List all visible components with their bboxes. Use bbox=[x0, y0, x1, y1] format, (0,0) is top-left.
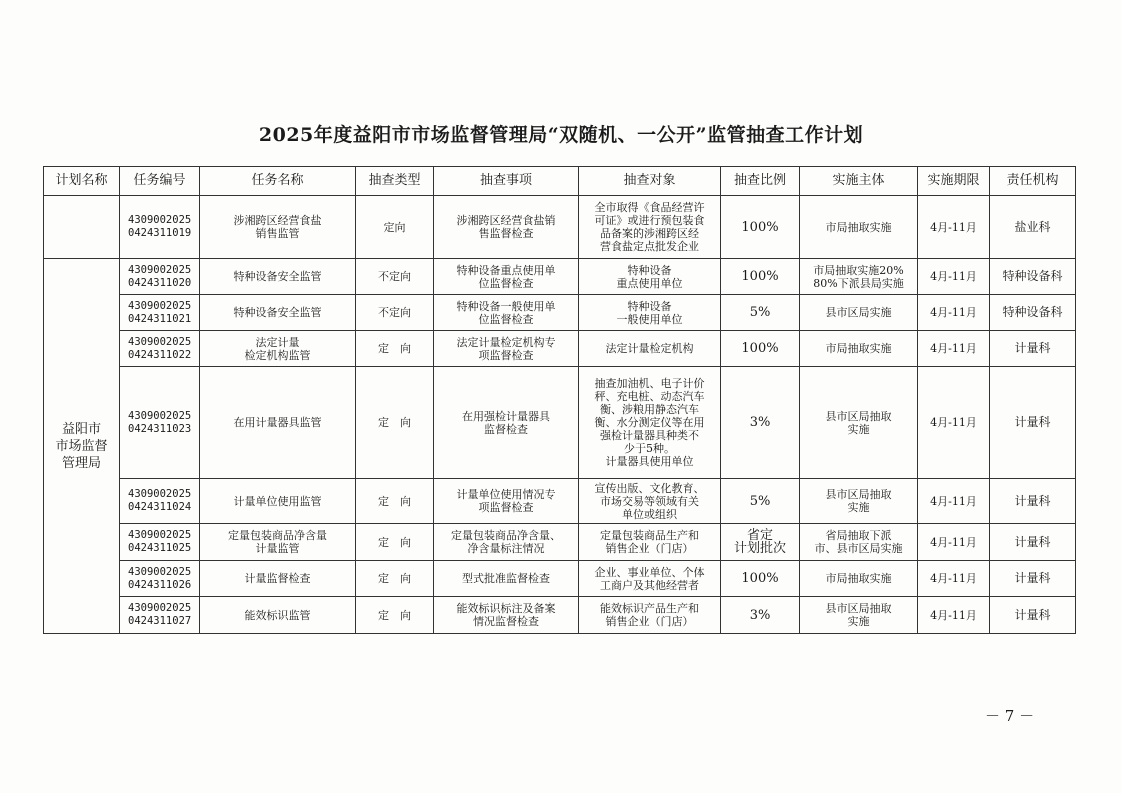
implementer-cell: 县市区局抽取 实施 bbox=[800, 479, 918, 524]
task-name-cell: 能效标识监管 bbox=[200, 597, 356, 634]
check-type-cell: 不定向 bbox=[356, 259, 434, 295]
task-code-cell: 4309002025 0424311025 bbox=[120, 524, 200, 561]
task-name-cell: 特种设备安全监管 bbox=[200, 295, 356, 331]
task-name-cell: 计量监督检查 bbox=[200, 561, 356, 597]
period-cell: 4月-11月 bbox=[918, 524, 990, 561]
header-period: 实施期限 bbox=[918, 167, 990, 196]
task-name-cell: 计量单位使用监管 bbox=[200, 479, 356, 524]
check-type-cell: 定向 bbox=[356, 196, 434, 259]
check-item-cell: 涉湘跨区经营食盐销 售监督检查 bbox=[434, 196, 579, 259]
task-name-cell: 在用计量器具监管 bbox=[200, 367, 356, 479]
implementer-cell: 市局抽取实施 bbox=[800, 196, 918, 259]
check-item-cell: 在用强检计量器具 监督检查 bbox=[434, 367, 579, 479]
document-title: 2025年度益阳市市场监督管理局“双随机、一公开”监管抽查工作计划 bbox=[258, 124, 864, 146]
table-row bbox=[44, 524, 1076, 561]
check-ratio-cell: 100% bbox=[721, 259, 800, 295]
period-cell: 4月-11月 bbox=[918, 259, 990, 295]
check-item-cell: 计量单位使用情况专 项监督检查 bbox=[434, 479, 579, 524]
implementer-cell: 县市区局抽取 实施 bbox=[800, 367, 918, 479]
page-number: － 7 － bbox=[985, 707, 1035, 725]
responsible-dept-cell: 特种设备科 bbox=[990, 259, 1076, 295]
header-check-object: 抽查对象 bbox=[579, 167, 721, 196]
task-name-cell: 特种设备安全监管 bbox=[200, 259, 356, 295]
check-type-cell: 定 向 bbox=[356, 524, 434, 561]
period-cell: 4月-11月 bbox=[918, 597, 990, 634]
check-ratio-cell: 3% bbox=[721, 597, 800, 634]
table-row bbox=[44, 561, 1076, 597]
implementer-cell: 省局抽取下派 市、县市区局实施 bbox=[800, 524, 918, 561]
task-code-cell: 4309002025 0424311026 bbox=[120, 561, 200, 597]
responsible-dept-cell: 计量科 bbox=[990, 561, 1076, 597]
check-ratio-cell: 5% bbox=[721, 295, 800, 331]
check-object-cell: 抽查加油机、电子计价 秤、充电桩、动态汽车 衡、涉粮用静态汽车 衡、水分测定仪等在用 强检计量器具种类不 少于5种。 计量器具使用单位 bbox=[579, 367, 721, 479]
plan-name-cell bbox=[44, 196, 120, 259]
check-type-cell: 定 向 bbox=[356, 561, 434, 597]
header-task-code: 任务编号 bbox=[120, 167, 200, 196]
check-object-cell: 定量包装商品生产和 销售企业（门店） bbox=[579, 524, 721, 561]
check-item-cell: 定量包装商品净含量、 净含量标注情况 bbox=[434, 524, 579, 561]
responsible-dept-cell: 计量科 bbox=[990, 597, 1076, 634]
header-responsible-dept: 责任机构 bbox=[990, 167, 1076, 196]
task-code-cell: 4309002025 0424311024 bbox=[120, 479, 200, 524]
header-implementer: 实施主体 bbox=[800, 167, 918, 196]
header-plan-name: 计划名称 bbox=[44, 167, 120, 196]
table-row bbox=[44, 597, 1076, 634]
task-code-cell: 4309002025 0424311019 bbox=[120, 196, 200, 259]
task-code-cell: 4309002025 0424311023 bbox=[120, 367, 200, 479]
check-ratio-cell: 100% bbox=[721, 331, 800, 367]
check-type-cell: 不定向 bbox=[356, 295, 434, 331]
check-object-cell: 法定计量检定机构 bbox=[579, 331, 721, 367]
table-row bbox=[44, 196, 1076, 259]
check-type-cell: 定 向 bbox=[356, 331, 434, 367]
table-row bbox=[44, 295, 1076, 331]
check-ratio-cell: 3% bbox=[721, 367, 800, 479]
responsible-dept-cell: 盐业科 bbox=[990, 196, 1076, 259]
responsible-dept-cell: 计量科 bbox=[990, 331, 1076, 367]
check-item-cell: 法定计量检定机构专 项监督检查 bbox=[434, 331, 579, 367]
plan-name-cell: 益阳市 市场监督 管理局 bbox=[44, 259, 120, 634]
check-ratio-cell: 100% bbox=[721, 196, 800, 259]
implementer-cell: 市局抽取实施20% 80%下派县局实施 bbox=[800, 259, 918, 295]
task-code-cell: 4309002025 0424311022 bbox=[120, 331, 200, 367]
check-object-cell: 全市取得《食品经营许 可证》或进行预包装食 品备案的涉湘跨区经 营食盐定点批发企业 bbox=[579, 196, 721, 259]
check-ratio-cell: 100% bbox=[721, 561, 800, 597]
header-check-type: 抽查类型 bbox=[356, 167, 434, 196]
responsible-dept-cell: 特种设备科 bbox=[990, 295, 1076, 331]
period-cell: 4月-11月 bbox=[918, 479, 990, 524]
header-check-item: 抽查事项 bbox=[434, 167, 579, 196]
check-object-cell: 特种设备 一般使用单位 bbox=[579, 295, 721, 331]
task-code-cell: 4309002025 0424311020 bbox=[120, 259, 200, 295]
check-object-cell: 特种设备 重点使用单位 bbox=[579, 259, 721, 295]
check-type-cell: 定 向 bbox=[356, 367, 434, 479]
implementer-cell: 市局抽取实施 bbox=[800, 561, 918, 597]
implementer-cell: 县市区局抽取 实施 bbox=[800, 597, 918, 634]
check-object-cell: 宣传出版、文化教育、 市场交易等领域有关 单位或组织 bbox=[579, 479, 721, 524]
header-task-name: 任务名称 bbox=[200, 167, 356, 196]
check-ratio-cell: 省定 计划批次 bbox=[721, 524, 800, 561]
table-row bbox=[44, 367, 1076, 479]
task-name-cell: 定量包装商品净含量 计量监管 bbox=[200, 524, 356, 561]
period-cell: 4月-11月 bbox=[918, 367, 990, 479]
header-row bbox=[44, 167, 1076, 196]
responsible-dept-cell: 计量科 bbox=[990, 479, 1076, 524]
inspection-plan-table bbox=[43, 166, 1076, 634]
check-type-cell: 定 向 bbox=[356, 479, 434, 524]
check-item-cell: 特种设备一般使用单 位监督检查 bbox=[434, 295, 579, 331]
task-code-cell: 4309002025 0424311021 bbox=[120, 295, 200, 331]
task-name-cell: 涉湘跨区经营食盐 销售监管 bbox=[200, 196, 356, 259]
check-object-cell: 企业、事业单位、个体 工商户及其他经营者 bbox=[579, 561, 721, 597]
task-code-cell: 4309002025 0424311027 bbox=[120, 597, 200, 634]
check-object-cell: 能效标识产品生产和 销售企业（门店） bbox=[579, 597, 721, 634]
table-row bbox=[44, 259, 1076, 295]
period-cell: 4月-11月 bbox=[918, 295, 990, 331]
responsible-dept-cell: 计量科 bbox=[990, 367, 1076, 479]
implementer-cell: 县市区局实施 bbox=[800, 295, 918, 331]
responsible-dept-cell: 计量科 bbox=[990, 524, 1076, 561]
implementer-cell: 市局抽取实施 bbox=[800, 331, 918, 367]
check-ratio-cell: 5% bbox=[721, 479, 800, 524]
check-item-cell: 能效标识标注及备案 情况监督检查 bbox=[434, 597, 579, 634]
table-row bbox=[44, 479, 1076, 524]
period-cell: 4月-11月 bbox=[918, 196, 990, 259]
check-item-cell: 型式批准监督检查 bbox=[434, 561, 579, 597]
period-cell: 4月-11月 bbox=[918, 561, 990, 597]
check-type-cell: 定 向 bbox=[356, 597, 434, 634]
table-row bbox=[44, 331, 1076, 367]
header-check-ratio: 抽查比例 bbox=[721, 167, 800, 196]
period-cell: 4月-11月 bbox=[918, 331, 990, 367]
check-item-cell: 特种设备重点使用单 位监督检查 bbox=[434, 259, 579, 295]
task-name-cell: 法定计量 检定机构监管 bbox=[200, 331, 356, 367]
